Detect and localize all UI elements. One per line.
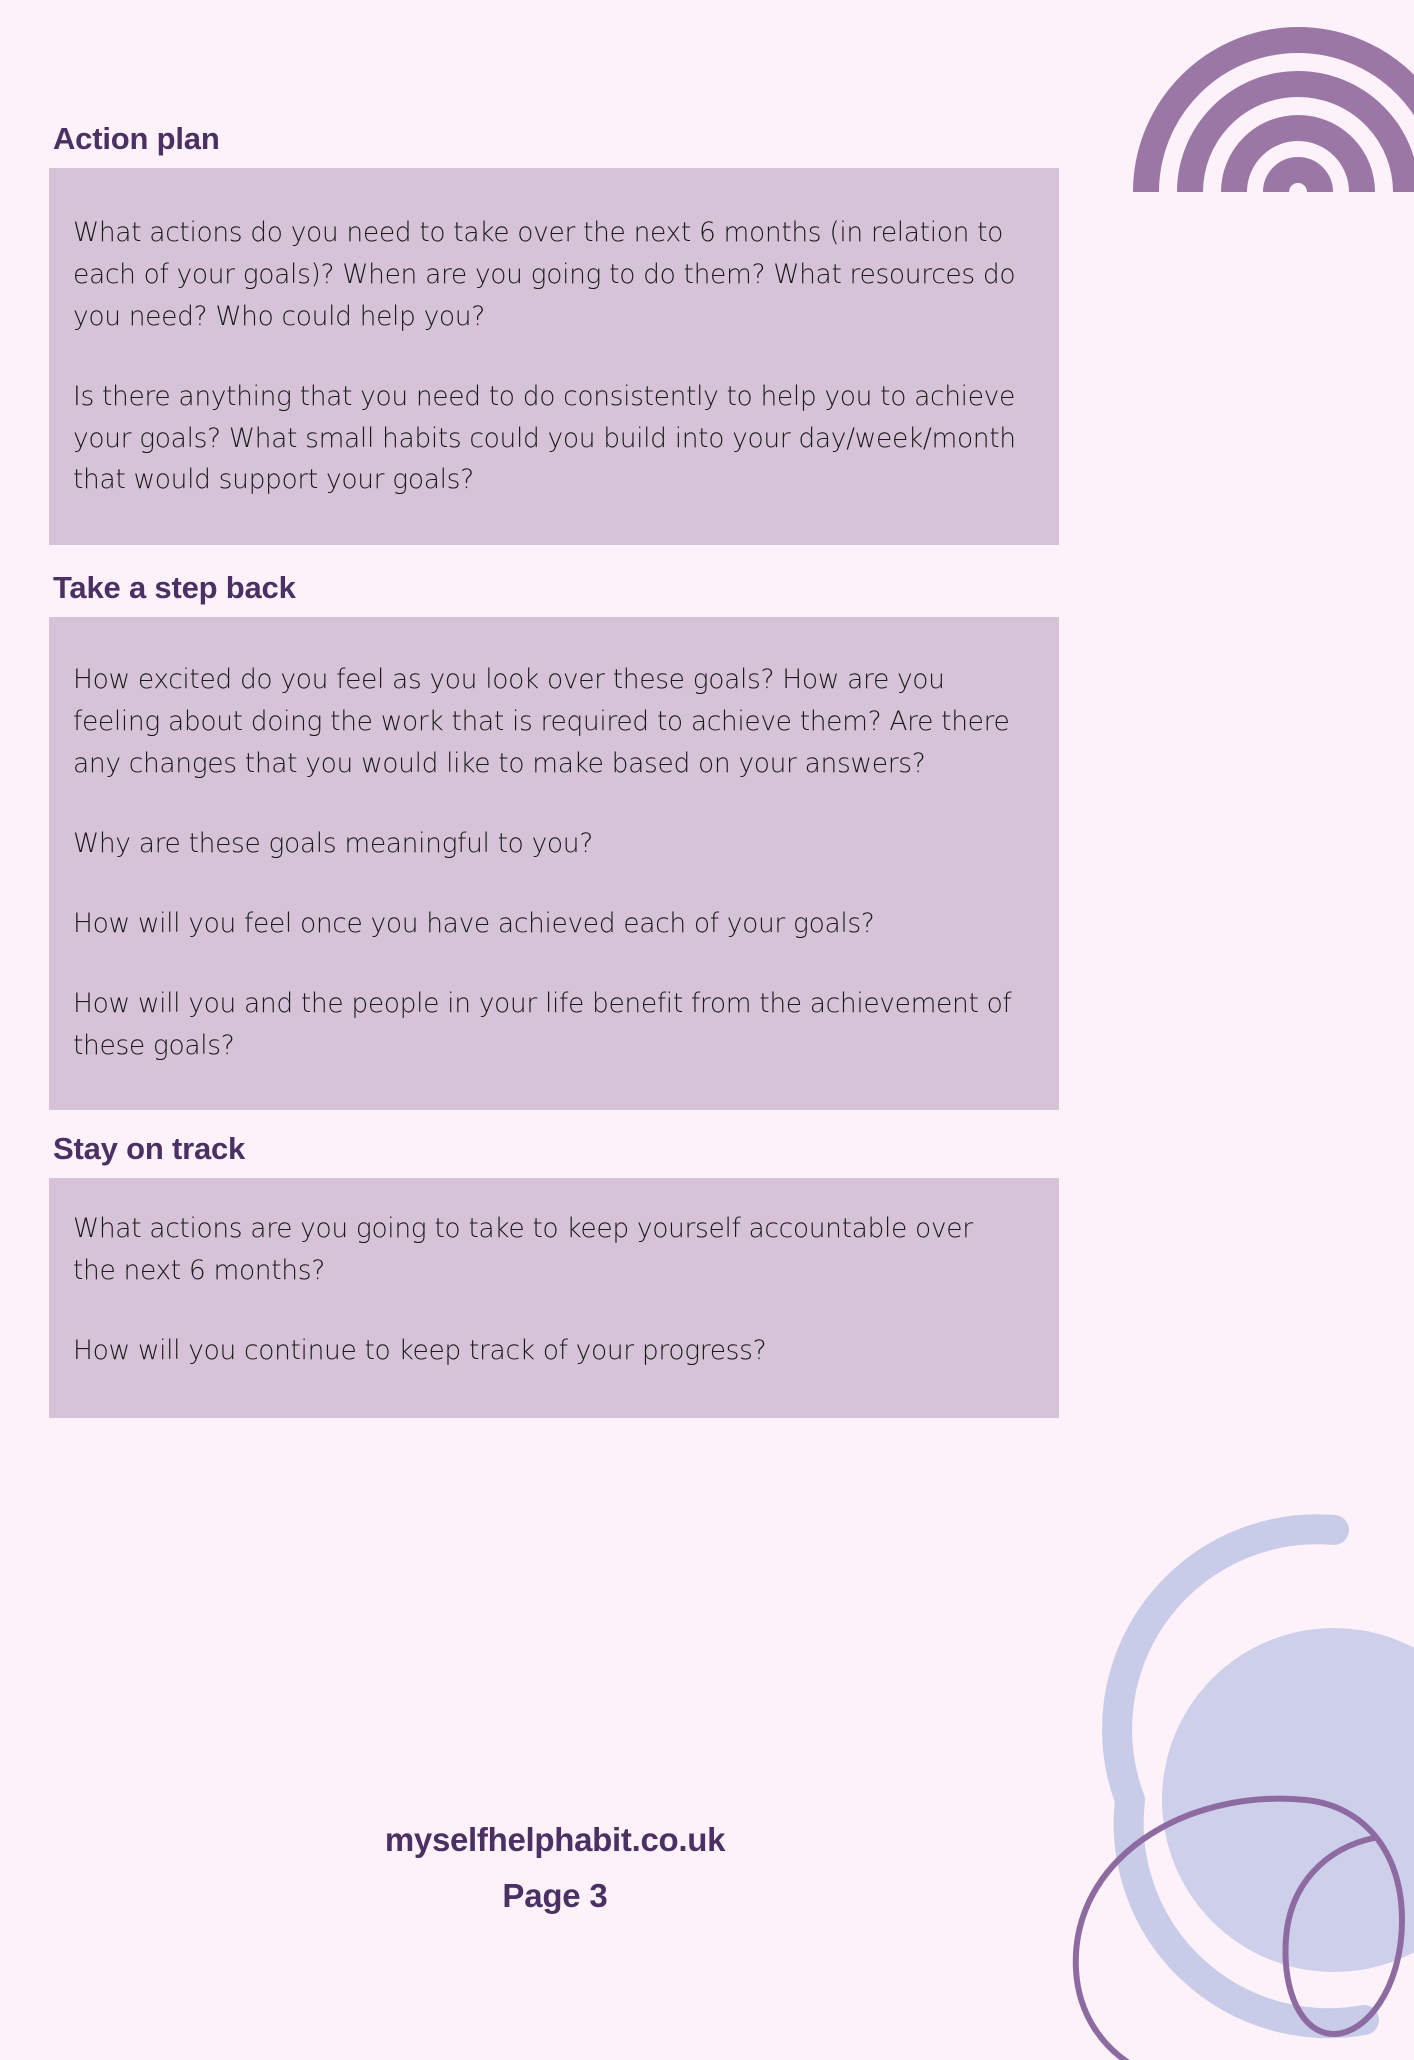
section-paragraph: How will you continue to keep track of your progress? (73, 1335, 767, 1367)
section-paragraph: How excited do you feel as you look over these goals? How are you feeling about doing the work that is required to achieve them? Are there any changes that you would like to make based on your answers? (73, 664, 1010, 780)
section-paragraph: Is there anything that you need to do consistently to help you to achieve your goals? What small habits could you build into your day/week/month that would support your goals? (73, 380, 1016, 496)
brush-circle-loops-decoration-icon (1034, 1500, 1414, 2060)
section-paragraph: Why are these goals meaningful to you? (73, 827, 593, 859)
section-box-action-plan (49, 168, 1059, 545)
section-box-stay-on-track (49, 1178, 1059, 1418)
section-stay-on-track (49, 1132, 1059, 1418)
section-paragraph: How will you feel once you have achieved each of your goals? (73, 907, 875, 939)
section-heading-action-plan: Action plan (53, 121, 220, 156)
footer-page-number: Page 3 (502, 1876, 608, 1914)
section-action-plan (49, 122, 1059, 545)
section-paragraph: What actions are you going to take to keep yourself accountable over the next 6 months? (73, 1213, 973, 1287)
footer-website-link[interactable]: myselfhelphabit.co.uk (384, 1821, 726, 1858)
section-take-a-step-back (49, 571, 1059, 1110)
section-paragraph: How will you and the people in your life benefit from the achievement of these goals? (73, 987, 1012, 1061)
document-content (49, 122, 1059, 1418)
section-heading-take-a-step-back: Take a step back (53, 570, 296, 606)
concentric-arcs-decoration-icon (1108, 0, 1414, 192)
section-paragraph: What actions do you need to take over the next 6 months (in relation to each of your goals)? When are you going to do them? What resources do you need? Who could help you? (73, 217, 1016, 332)
section-heading-stay-on-track: Stay on track (53, 1131, 246, 1167)
page-footer (0, 1820, 1110, 1915)
section-box-take-a-step-back (49, 617, 1059, 1110)
